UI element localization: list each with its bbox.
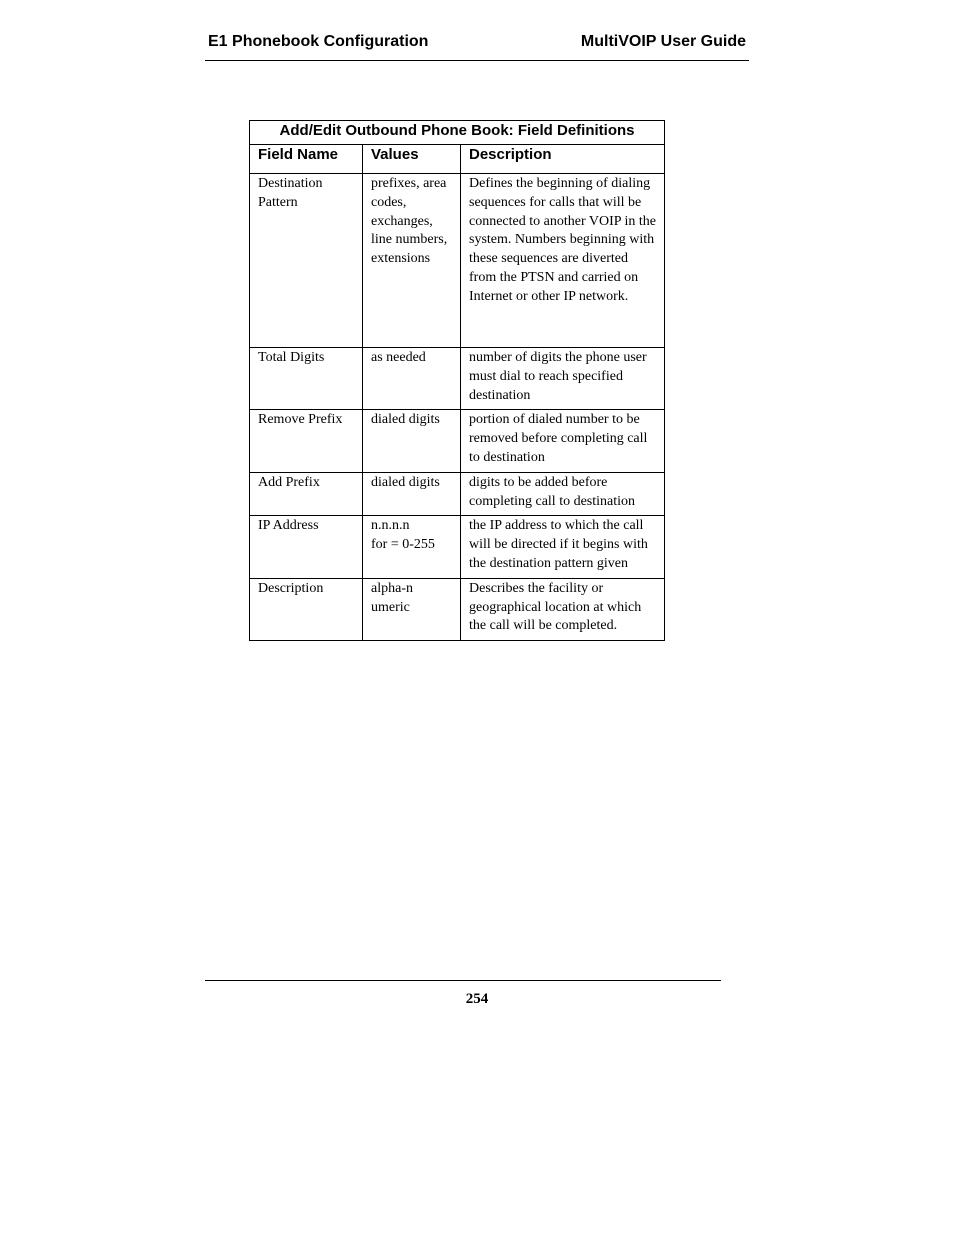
table-header-row [250, 145, 665, 174]
cell-values: dialed digits [363, 472, 461, 516]
cell-values: as needed [363, 348, 461, 410]
cell-field-name: IP Address [250, 516, 363, 578]
cell-field-name: Description [250, 578, 363, 640]
cell-description: Defines the beginning of dialing sequences for calls that will be connected to another VOIP in the system. Numbers beginning with these sequences are diverted from the PTSN and carried on Internet or other IP network. [461, 174, 665, 348]
cell-description: digits to be added before completing call to destination [461, 472, 665, 516]
cell-description: number of digits the phone user must dial to reach specified destination [461, 348, 665, 410]
footer-divider [205, 980, 721, 981]
cell-field-name: Destination Pattern [250, 174, 363, 348]
cell-field-name: Remove Prefix [250, 410, 363, 472]
cell-values: n.n.n.n for = 0-255 [363, 516, 461, 578]
cell-field-name: Add Prefix [250, 472, 363, 516]
cell-field-name: Total Digits [250, 348, 363, 410]
table-row [250, 174, 665, 348]
page-header [205, 30, 749, 61]
table-title-row [250, 121, 665, 145]
cell-values [363, 578, 461, 640]
table-row [250, 472, 665, 516]
cell-values: dialed digits [363, 410, 461, 472]
table-row [250, 516, 665, 578]
cell-description: the IP address to which the call will be directed if it begins with the destination pattern given [461, 516, 665, 578]
column-header-description: Description [461, 145, 665, 174]
header-section-title: E1 Phonebook Configuration [208, 33, 429, 50]
cell-description: portion of dialed number to be removed before completing call to destination [461, 410, 665, 472]
column-header-field-name: Field Name [250, 145, 363, 174]
page-number: 254 [465, 991, 489, 1007]
field-definitions-table [249, 120, 665, 641]
table-row [250, 410, 665, 472]
cell-description: Describes the facility or geographical location at which the call will be completed. [461, 578, 665, 640]
cell-values-text: alpha-numeric [371, 580, 413, 615]
table-row [250, 578, 665, 640]
header-document-title: MultiVOIP User Guide [580, 33, 746, 50]
table-title: Add/Edit Outbound Phone Book: Field Definitions [250, 121, 665, 145]
column-header-values: Values [363, 145, 461, 174]
cell-values: prefixes, area codes, exchanges, line numbers, extensions [363, 174, 461, 348]
table-row [250, 348, 665, 410]
